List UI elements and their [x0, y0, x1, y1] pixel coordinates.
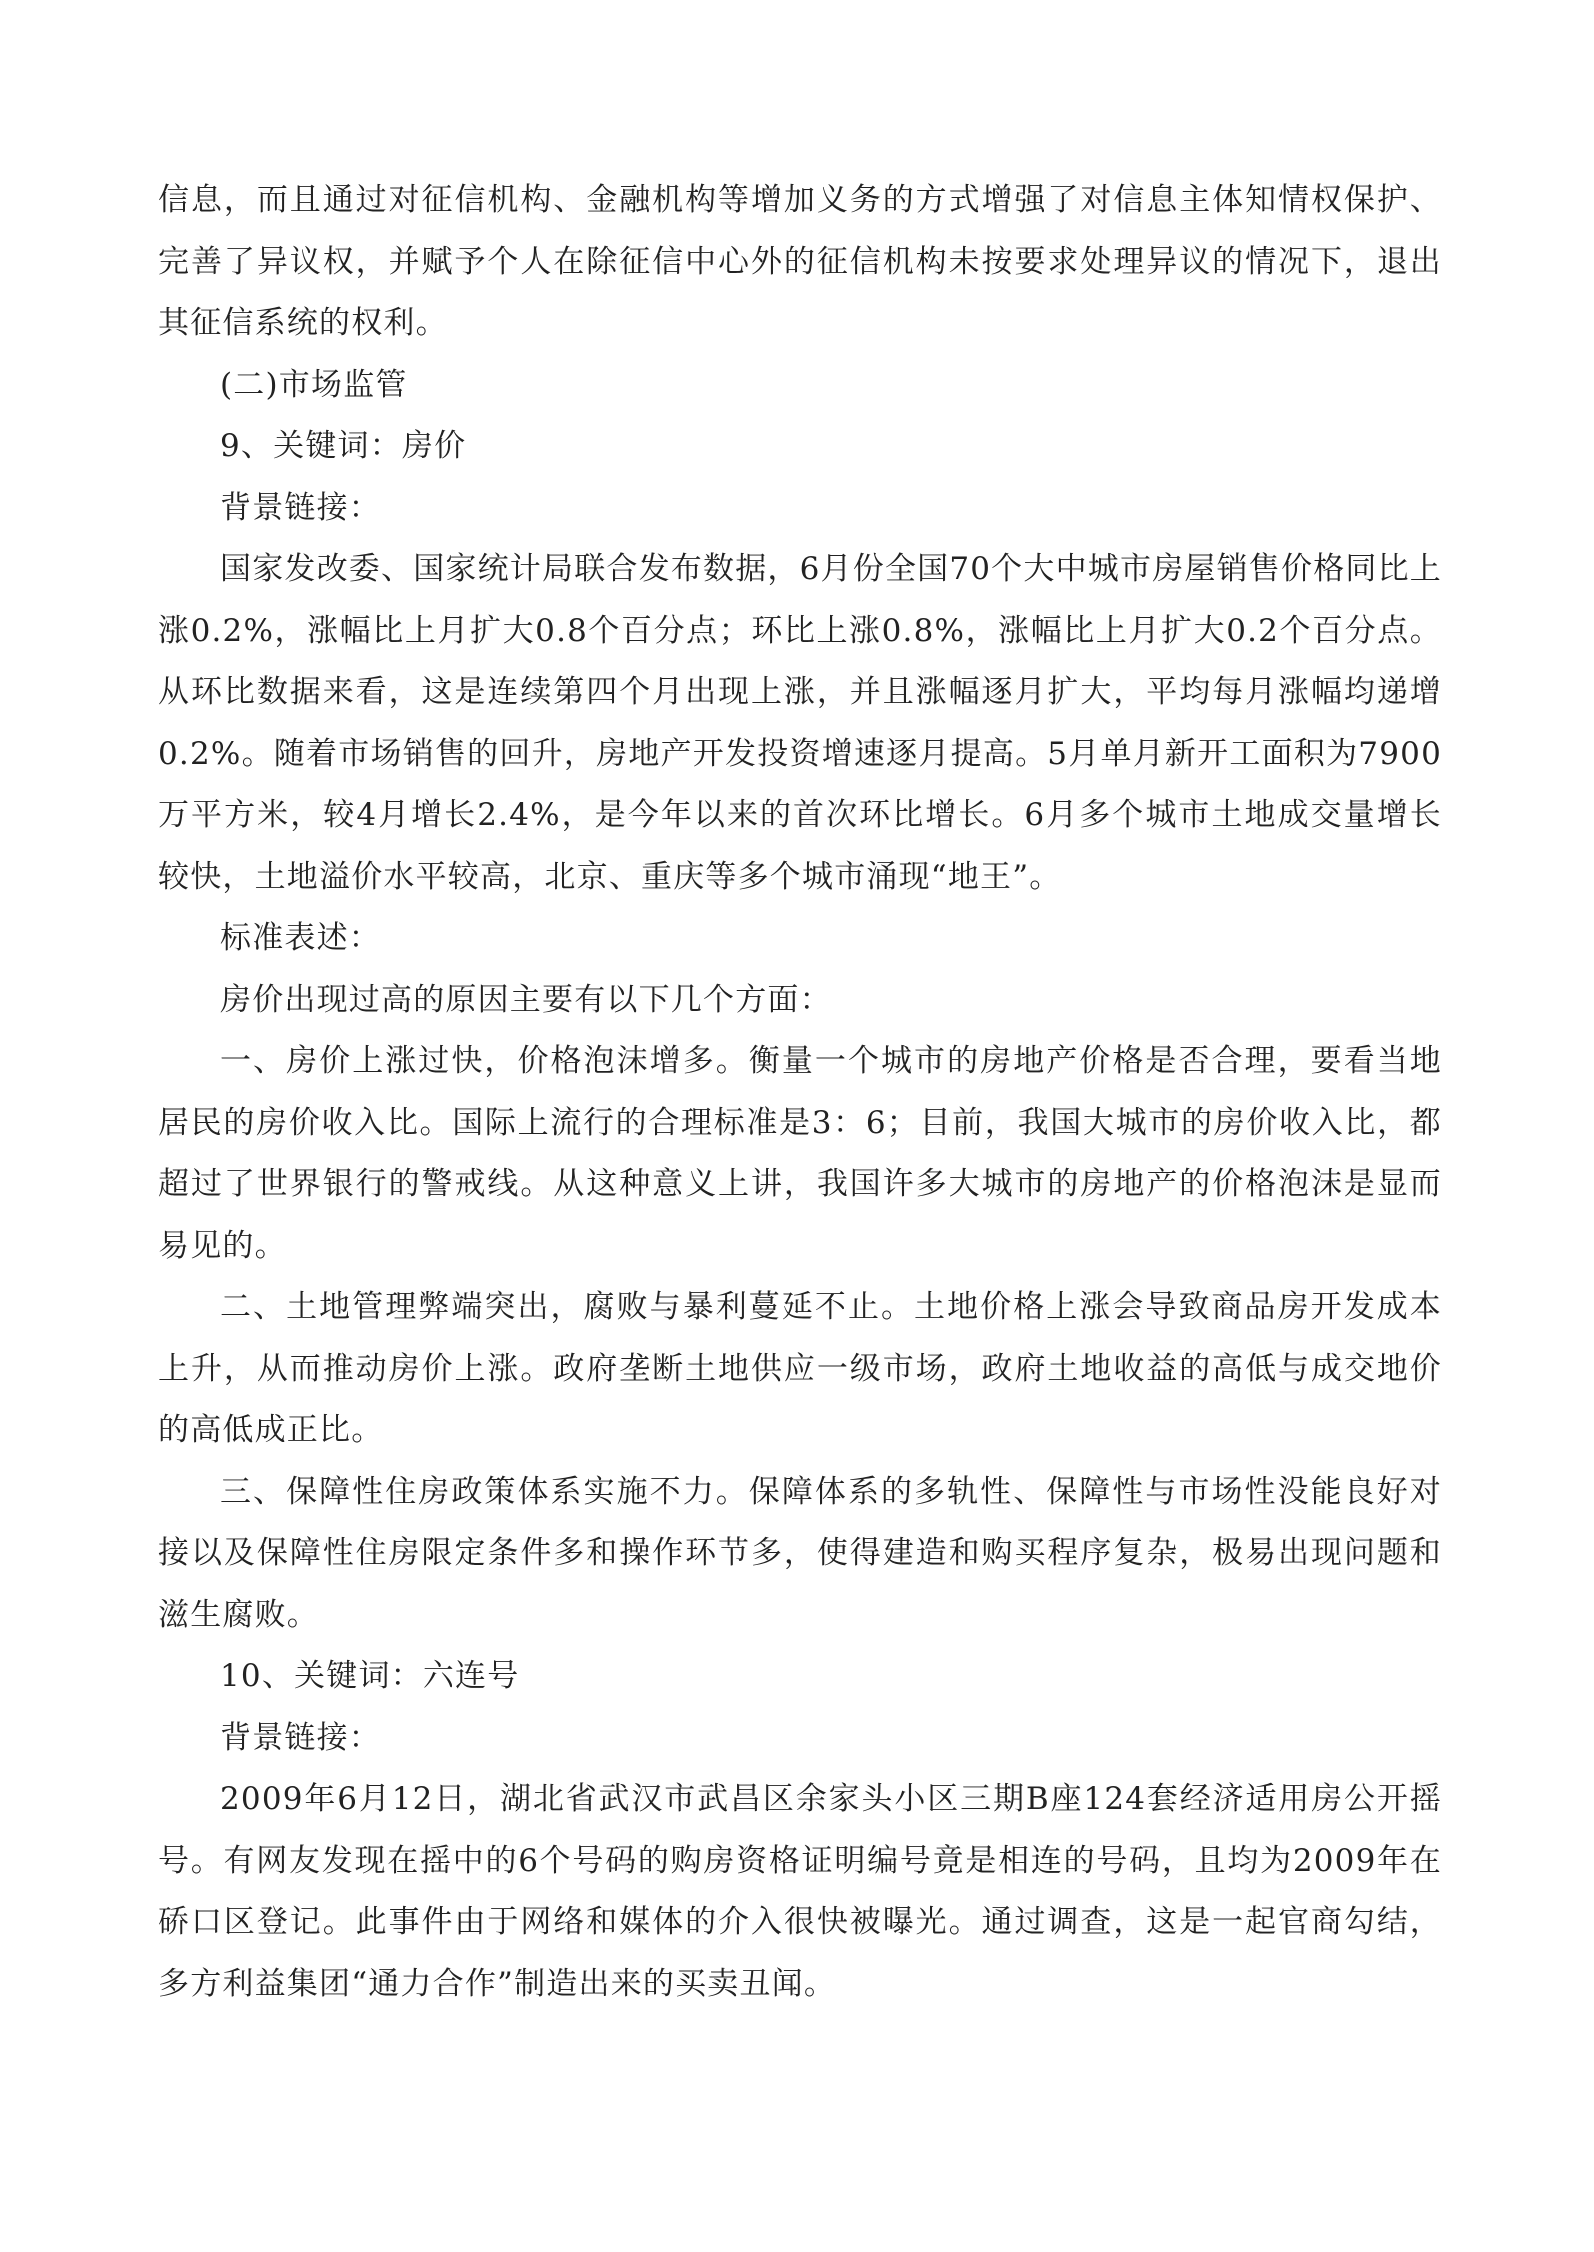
background-paragraph-9: 国家发改委、国家统计局联合发布数据，6月份全国70个大中城市房屋销售价格同比上涨0.2%，涨幅比上月扩大0.8个百分点；环比上涨0.8%，涨幅比上月扩大0.2个百分点。从环比数据来看，这是连续第四个月出现上涨，并且涨幅逐月扩大，平均每月涨幅均递增0.2%。随着市场销售的回升，房地产开发投资增速逐月提高。5月单月新开工面积为7900万平方米，较4月增长2.4%，是今年以来的首次环比增长。6月多个城市土地成交量增长较快，土地溢价水平较高，北京、重庆等多个城市涌现“地王”。	[158, 551, 1442, 895]
document-body	[158, 170, 1442, 2015]
keyword-heading-10: 10、关键词：六连号	[220, 1658, 520, 1694]
reason-paragraph-2: 二、土地管理弊端突出，腐败与暴利蔓延不止。土地价格上涨会导致商品房开发成本上升，从而推动房价上涨。政府垄断土地供应一级市场，政府土地收益的高低与成交地价的高低成正比。	[158, 1289, 1442, 1448]
background-link-label-9: 背景链接：	[220, 489, 381, 526]
reason-paragraph-3: 三、保障性住房政策体系实施不力。保障体系的多轨性、保障性与市场性没能良好对接以及保障性住房限定条件多和操作环节多，使得建造和购买程序复杂，极易出现问题和滋生腐败。	[158, 1473, 1442, 1633]
section-heading-market-supervision: (二)市场监管	[220, 366, 408, 403]
paragraph-continuation: 信息，而且通过对征信机构、金融机构等增加义务的方式增强了对信息主体知情权保护、完善了异议权，并赋予个人在除征信中心外的征信机构未按要求处理异议的情况下，退出其征信系统的权利。	[158, 182, 1442, 341]
keyword-heading-9: 9、关键词：房价	[220, 428, 467, 464]
standard-statement-intro: 房价出现过高的原因主要有以下几个方面：	[220, 981, 832, 1018]
standard-statement-label: 标准表述：	[220, 920, 381, 956]
background-link-label-10: 背景链接：	[220, 1719, 381, 1756]
background-paragraph-10: 2009年6月12日，湖北省武汉市武昌区余家头小区三期B座124套经济适用房公开摇号。有网友发现在摇中的6个号码的购房资格证明编号竟是相连的号码，且均为2009年在硚口区登记。此事件由于网络和媒体的介入很快被曝光。通过调查，这是一起官商勾结，多方利益集团“通力合作”制造出来的买卖丑闻。	[158, 1781, 1442, 2002]
reason-paragraph-1: 一、房价上涨过快，价格泡沫增多。衡量一个城市的房地产价格是否合理，要看当地居民的房价收入比。国际上流行的合理标准是3：6；目前，我国大城市的房价收入比，都超过了世界银行的警戒线。从这种意义上讲，我国许多大城市的房地产的价格泡沫是显而易见的。	[158, 1043, 1442, 1264]
